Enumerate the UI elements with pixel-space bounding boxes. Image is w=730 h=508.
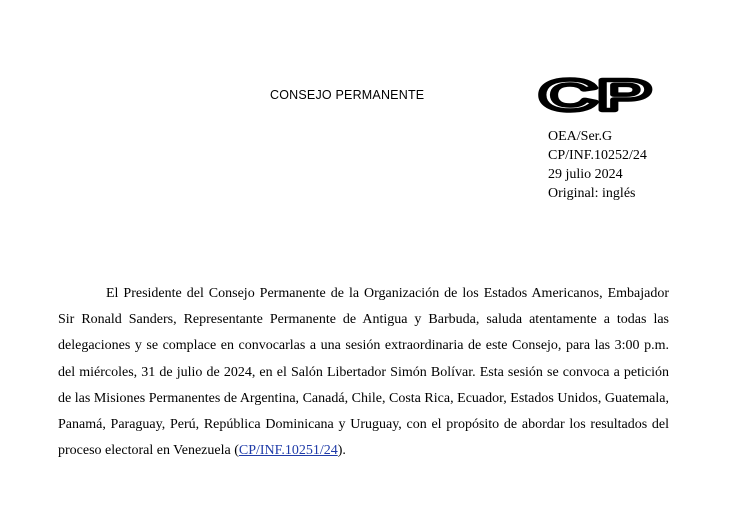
document-number: CP/INF.10252/24: [548, 148, 647, 163]
body-text-main: El Presidente del Consejo Permanente de la Organización de los Estados Americanos, Embajador Sir Ronald Sanders, Representante Permanente de Antigua y Barbuda, saluda atentamente a todas las delegaciones y se complace en convocarlas a una sesión extraordinaria de este Consejo, para las 3:00 p.m. del miércoles, 31 de julio de 2024, en el Salón Libertador Simón Bolívar. Esta sesión se convoca a petición de las Misiones Permanentes de Argentina, Canadá, Chile, Costa Rica, Ecuador, Estados Unidos, Guatemala, Panamá, Paraguay, Perú, República Dominicana y Uruguay, con el propósito de abordar los resultados del proceso electoral en Venezuela (: [58, 286, 669, 459]
body-text-end: ).: [337, 443, 346, 459]
cp-logo-text: CP: [539, 76, 651, 116]
document-series: OEA/Ser.G: [548, 129, 613, 144]
document-date: 29 julio 2024: [548, 167, 623, 182]
document-original-language: Original: inglés: [548, 186, 636, 201]
document-link[interactable]: CP/INF.10251/24: [238, 443, 338, 459]
document-reference: [548, 127, 647, 203]
cp-logo: [536, 76, 654, 116]
body-paragraph: [58, 281, 669, 464]
council-title: CONSEJO PERMANENTE: [270, 88, 425, 102]
